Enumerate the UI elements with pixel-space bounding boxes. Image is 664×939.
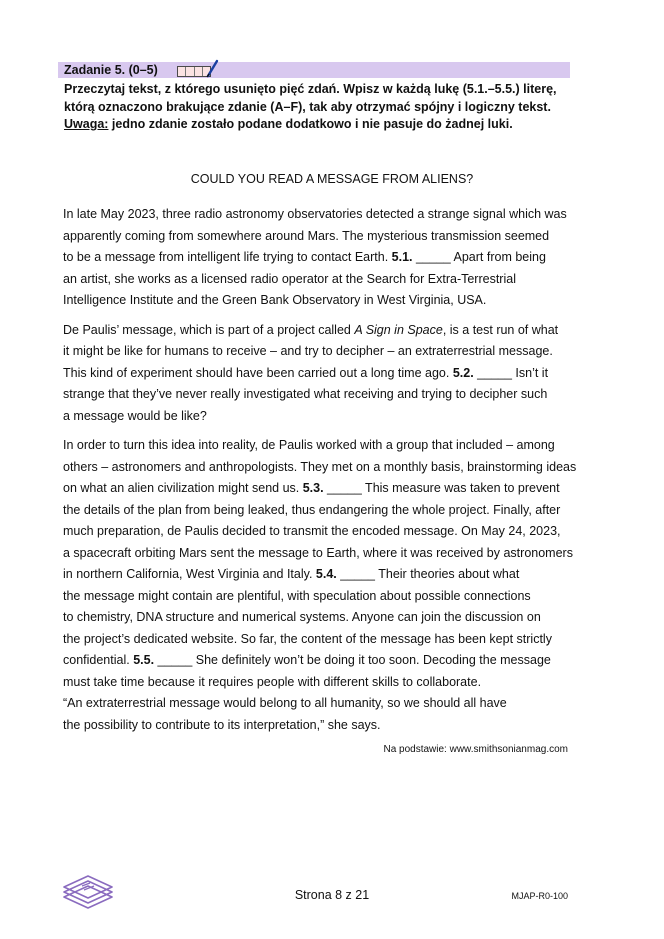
- text-segment: _____ Their theories about what: [336, 567, 520, 581]
- text-line: strange that they’ve never really investigated what receiving and trying to decipher such: [63, 387, 548, 401]
- text-line: apparently coming from somewhere around Mars. The mysterious transmission seemed: [63, 228, 550, 243]
- instruction-note: [64, 116, 574, 134]
- article-title: COULD YOU READ A MESSAGE FROM ALIENS?: [190, 172, 474, 186]
- text-line: In order to turn this idea into reality, de Paulis worked with a group that included – among: [63, 438, 555, 452]
- project-name: A Sign in Space: [354, 322, 443, 337]
- note-text: jedno zdanie zostało podane dodatkowo i nie pasuje do żadnej luki.: [108, 117, 513, 131]
- page-number: Strona 8 z 21: [294, 888, 370, 902]
- text-segment: on what an alien civilization might send us.: [63, 481, 303, 495]
- text-line: [63, 478, 573, 500]
- point-cell: [195, 67, 203, 76]
- note-label: Uwaga:: [64, 117, 109, 131]
- paragraph: [63, 435, 577, 736]
- text-line: Intelligence Institute and the Green Bank Observatory in West Virginia, USA.: [63, 293, 487, 307]
- text-line: much preparation, de Paulis decided to transmit the encoded message. On May 24, 2023,: [63, 524, 561, 538]
- exam-code: MJAP-R0-100: [511, 891, 568, 901]
- gap-5-4: 5.4.: [315, 567, 337, 581]
- text-line: [63, 363, 573, 385]
- text-segment: to be a message from intelligent life trying to contact Earth.: [63, 250, 392, 264]
- text-segment: _____ She definitely won’t be doing it too soon. Decoding the message: [154, 653, 551, 667]
- gap-5-1: 5.1.: [391, 250, 413, 264]
- article-body: [63, 204, 577, 744]
- text-segment: _____ This measure was taken to prevent: [323, 481, 560, 495]
- gap-5-5: 5.5.: [133, 653, 155, 667]
- text-line: it might be like for humans to receive – and try to decipher – an extraterrestrial message.: [63, 344, 553, 358]
- text-line: the message might contain are plentiful, with speculation about possible connections: [63, 588, 531, 603]
- gap-5-2: 5.2.: [452, 365, 474, 380]
- point-cell: [186, 67, 194, 76]
- paragraph: [63, 204, 573, 312]
- text-line: [63, 650, 573, 672]
- text-segment: confidential.: [63, 653, 134, 667]
- text-line: the possibility to contribute to its interpretation,” she says.: [63, 717, 381, 732]
- instruction-line: którą oznaczono brakujące zdanie (A–F), tak aby otrzymać spójny i logiczny tekst.: [64, 99, 551, 114]
- text-line: to chemistry, DNA structure and numerical systems. Anyone can join the discussion on: [63, 610, 541, 624]
- text-line: must take time because it requires people with different skills to collaborate.: [63, 674, 482, 689]
- task-instructions: [64, 81, 574, 134]
- text-line: an artist, she works as a licensed radio operator at the Search for Extra-Terrestrial: [63, 271, 516, 286]
- text-segment: , is a test run of what: [442, 322, 559, 337]
- text-line: a message would be like?: [63, 408, 207, 423]
- text-segment: in northern California, West Virginia and Italy.: [63, 567, 316, 581]
- instruction-line: Przeczytaj tekst, z którego usunięto pięć zdań. Wpisz w każdą lukę (5.1.–5.5.) literę,: [64, 82, 557, 96]
- source-citation: Na podstawie: www.smithsonianmag.com: [383, 744, 568, 755]
- text-line: [63, 247, 573, 269]
- text-segment: This kind of experiment should have been carried out a long time ago.: [63, 365, 453, 380]
- text-segment: _____ Apart from being: [412, 250, 546, 264]
- gap-5-3: 5.3.: [302, 481, 324, 495]
- paragraph: [63, 320, 573, 428]
- pen-icon: [206, 58, 220, 78]
- text-line: In late May 2023, three radio astronomy observatories detected a strange signal which was: [63, 207, 567, 221]
- text-line: others – astronomers and anthropologists. They met on a monthly basis, brainstorming ideas: [63, 459, 577, 474]
- text-line: [63, 564, 573, 586]
- text-line: the details of the plan from being leaked, thus endangering the whole project. Finally, after: [63, 502, 561, 517]
- point-cell: [178, 67, 186, 76]
- text-line: “An extraterrestrial message would belong to all humanity, so we should all have: [63, 696, 507, 710]
- text-line: a spacecraft orbiting Mars sent the message to Earth, where it was received by astronomers: [63, 545, 573, 560]
- text-segment: De Paulis’ message, which is part of a project called: [63, 322, 355, 337]
- text-segment: _____ Isn’t it: [473, 365, 549, 380]
- text-line: the project’s dedicated website. So far, the content of the message has been kept strictly: [63, 631, 552, 646]
- task-title: Zadanie 5. (0–5): [64, 63, 158, 77]
- text-line: [63, 320, 573, 342]
